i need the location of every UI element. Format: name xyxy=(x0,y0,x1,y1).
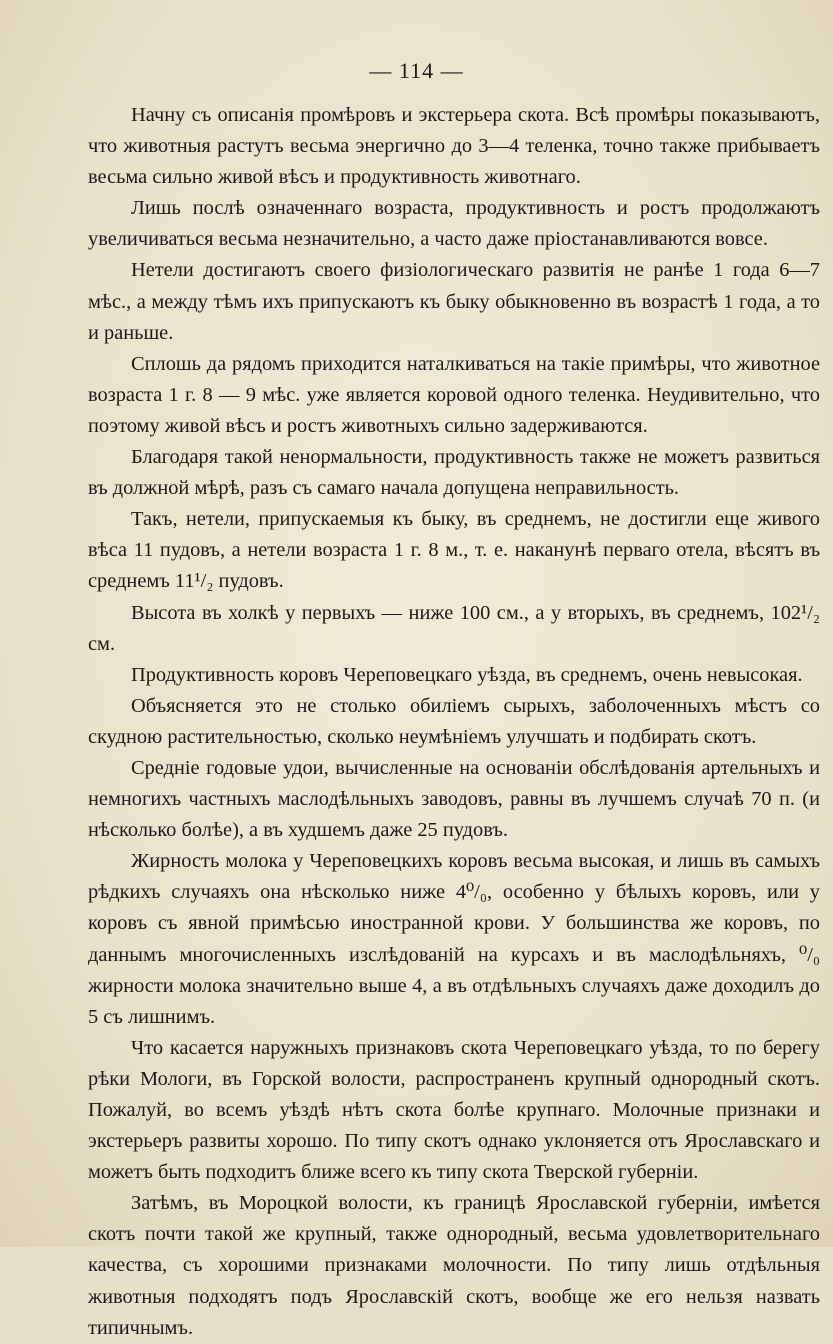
paragraph: Нетели достигаютъ своего физіологическаго развитія не ранѣе 1 года 6—7 мѣс., а между тѣмъ ихъ припускаютъ къ быку обыкновенно въ возрастѣ 1 года, а то и раньше. xyxy=(88,259,820,344)
paragraph: Благодаря такой ненормальности, продуктивность также не можетъ развиться въ должной мѣрѣ, разъ съ самаго начала допущена неправильность. xyxy=(88,446,820,500)
paragraph: Жирность молока у Череповецкихъ коровъ весьма высокая, и лишь въ самыхъ рѣдкихъ случаяхъ она нѣсколько ниже 4⁰/₀, особенно у бѣлыхъ коровъ, или у коровъ съ явной примѣсью иностранной крови. У большинства же коровъ, по даннымъ многочисленныхъ изслѣдованій на курсахъ и въ маслодѣльняхъ, ⁰/₀ жирности молока значительно выше 4, а въ отдѣльныхъ случаяхъ даже доходилъ до 5 съ лишнимъ. xyxy=(88,850,820,1028)
page-number: — 114 — xyxy=(369,58,464,83)
paragraph: Затѣмъ, въ Мороцкой волости, къ границѣ Ярославской губерніи, имѣется скотъ почти такой же крупный, также однородный, весьма удовлетворительнаго качества, съ хорошими признаками молочности. По типу лишь отдѣльныя животныя подходятъ подъ Ярославскій скотъ, вообще же его нельзя назвать типичнымъ. xyxy=(88,1192,820,1339)
paragraph: Высота въ холкѣ у первыхъ — ниже 100 см., а у вторыхъ, въ среднемъ, 102¹/₂ см. xyxy=(88,601,820,655)
body-text xyxy=(88,100,820,1344)
paragraph: Лишь послѣ означеннаго возраста, продуктивность и ростъ продолжаютъ увеличиваться весьма незначительно, а часто даже пріостанавливаются вовсе. xyxy=(88,197,820,251)
paragraph: Объясняется это не столько обиліемъ сырыхъ, заболоченныхъ мѣстъ со скудною растительностью, сколько неумѣніемъ улучшать и подбирать скотъ. xyxy=(88,694,820,748)
paragraph: Такъ, нетели, припускаемыя къ быку, въ среднемъ, не достигли еще живого вѣса 11 пудовъ, а нетели возраста 1 г. 8 м., т. е. наканунѣ перваго отела, вѣсятъ въ среднемъ 11¹/₂ пудовъ. xyxy=(88,508,820,593)
paragraph: Продуктивность коровъ Череповецкаго уѣзда, въ среднемъ, очень невысокая. xyxy=(131,663,803,686)
paragraph: Начну съ описанія промѣровъ и экстерьера скота. Всѣ промѣры показываютъ, что животныя растутъ весьма энергично до 3—4 теленка, точно также прибываетъ весьма сильно живой вѣсъ и продуктивность животнаго. xyxy=(88,104,820,189)
paragraph: Что касается наружныхъ признаковъ скота Череповецкаго уѣзда, то по берегу рѣки Мологи, въ Горской волости, распространенъ крупный однородный скотъ. Пожалуй, во всемъ уѣздѣ нѣтъ скота болѣе крупнаго. Молочные признаки и экстерьеръ развиты хорошо. По типу скотъ однако уклоняется отъ Ярославскаго и можетъ быть подходитъ ближе всего къ типу скота Тверской губерніи. xyxy=(88,1036,820,1184)
paragraph: Средніе годовые удои, вычисленные на основаніи обслѣдованія артельныхъ и немногихъ частныхъ маслодѣльныхъ заводовъ, равны въ лучшемъ случаѣ 70 п. (и нѣсколько болѣе), а въ худшемъ даже 25 пудовъ. xyxy=(88,756,820,842)
paragraph: Сплошь да рядомъ приходится наталкиваться на такіе примѣры, что животное возраста 1 г. 8 — 9 мѣс. уже является коровой одного теленка. Неудивительно, что поэтому живой вѣсъ и ростъ животныхъ сильно задерживаются. xyxy=(88,352,820,437)
